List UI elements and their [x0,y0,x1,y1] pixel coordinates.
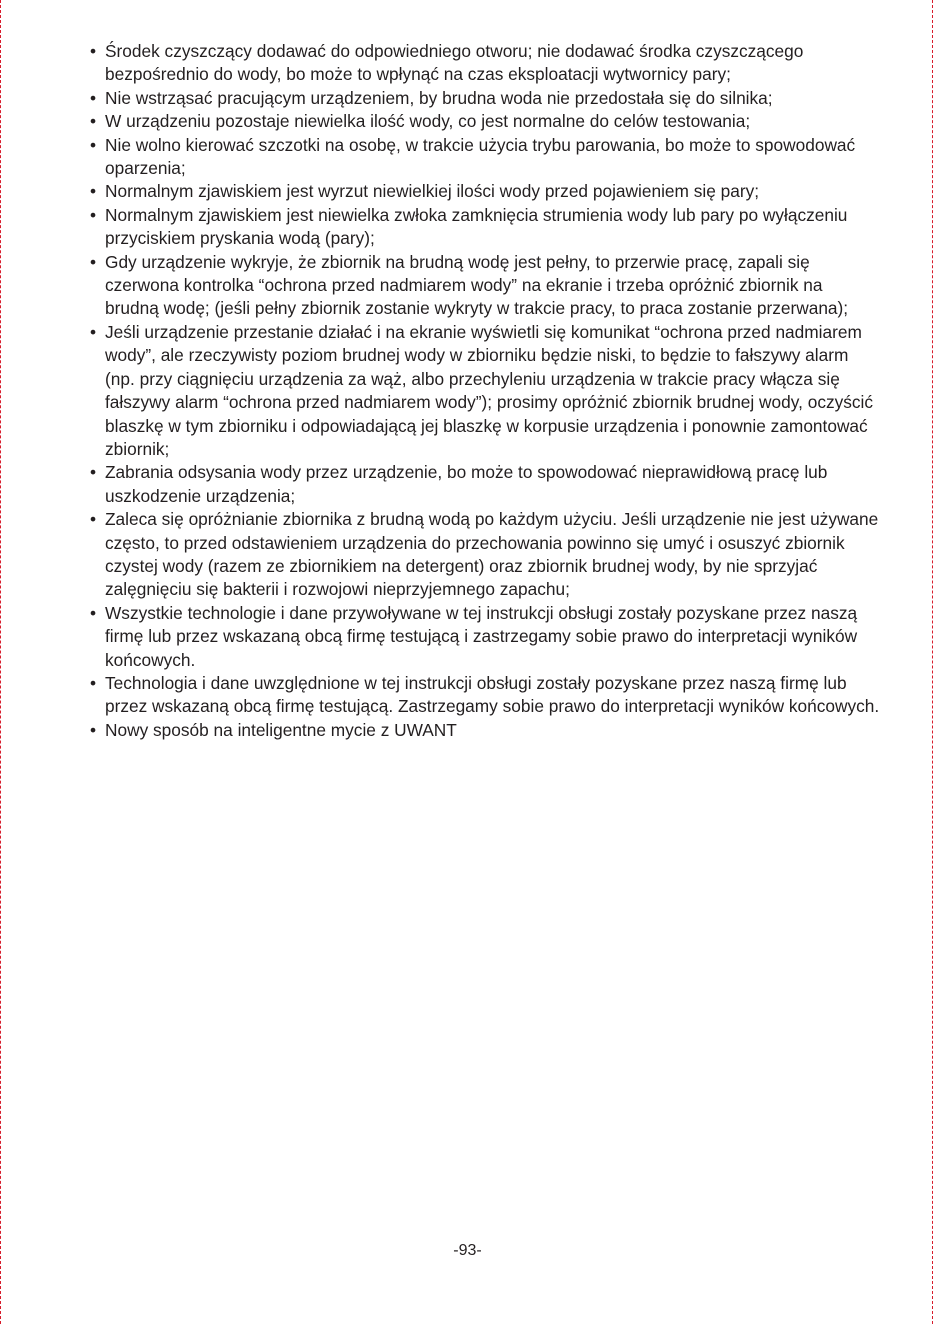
list-item: • Normalnym zjawiskiem jest niewielka zwłoka zamknięcia strumienia wody lub pary po wyłączeniu przyciskiem pryskania wodą (pary); [90,204,880,251]
list-item: • Nowy sposób na inteligentne mycie z UWANT [90,719,880,742]
list-item: • Zaleca się opróżnianie zbiornika z brudną wodą po każdym użyciu. Jeśli urządzenie nie jest używane często, to przed odstawieniem urządzenia do przechowania powinno się umyć i osuszyć zbiornik czystej wody (razem ze zbiornikiem na detergent) oraz zbiornik brudnej wody, by nie sprzyjać zalęgnięciu się bakterii i rozwojowi nieprzyjemnego zapachu; [90,508,880,602]
list-item: • Nie wolno kierować szczotki na osobę, w trakcie użycia trybu parowania, bo może to spowodować oparzenia; [90,134,880,181]
list-item: • Technologia i dane uwzględnione w tej instrukcji obsługi zostały pozyskane przez naszą firmę lub przez wskazaną obcą firmę testującą. Zastrzegamy sobie prawo do interpretacji wyników końcowych. [90,672,880,719]
list-item: • Nie wstrząsać pracującym urządzeniem, by brudna woda nie przedostała się do silnika; [90,87,880,110]
list-item: • Jeśli urządzenie przestanie działać i na ekranie wyświetli się komunikat “ochrona przed nadmiarem wody”, ale rzeczywisty poziom brudnej wody w zbiorniku będzie niski, to będzie to fałszywy alarm (np. przy ciągnięciu urządzenia za wąż, albo przechyleniu urządzenia w trakcie pracy włącza się fałszywy alarm “ochrona przed nadmiarem wody”); prosimy opróżnić zbiornik brudnej wody, oczyścić blaszkę w tym zbiorniku i odpowiadającą jej blaszkę w korpusie urządzenia i ponownie zamontować zbiornik; [90,321,880,461]
list-item: • Zabrania odsysania wody przez urządzenie, bo może to spowodować nieprawidłową pracę lub uszkodzenie urządzenia; [90,461,880,508]
list-item: • Wszystkie technologie i dane przywoływane w tej instrukcji obsługi zostały pozyskane przez naszą firmę lub przez wskazaną obcą firmę testującą i zastrzegamy sobie prawo do interpretacji wyników końcowych. [90,602,880,672]
list-item: • W urządzeniu pozostaje niewielka ilość wody, co jest normalne do celów testowania; [90,110,880,133]
list-item: • Gdy urządzenie wykryje, że zbiornik na brudną wodę jest pełny, to przerwie pracę, zapali się czerwona kontrolka “ochrona przed nadmiarem wody” na ekranie i trzeba opróżnić zbiornik na brudną wodę; (jeśli pełny zbiornik zostanie wykryty w trakcie pracy, to praca zostanie przerwana); [90,251,880,321]
page-number: -93- [453,1242,482,1259]
list-item: • Normalnym zjawiskiem jest wyrzut niewielkiej ilości wody przed pojawieniem się pary; [90,180,880,203]
safety-notes-list [90,40,880,742]
list-item: • Środek czyszczący dodawać do odpowiedniego otworu; nie dodawać środka czyszczącego bezpośrednio do wody, bo może to wpłynąć na czas eksploatacji wytwornicy pary; [90,40,880,87]
